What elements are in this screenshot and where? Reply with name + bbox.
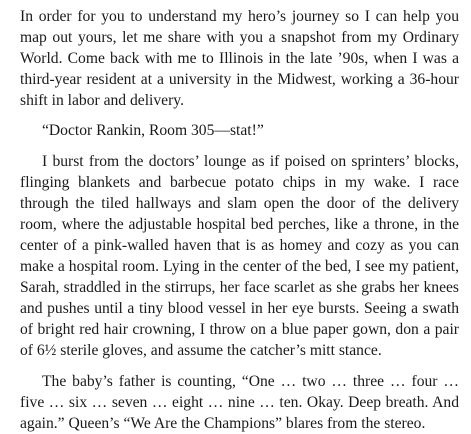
- paragraph-stat-call: “Doctor Rankin, Room 305—stat!”: [42, 122, 264, 140]
- paragraph-delivery-room: I burst from the doctors’ lounge as if poised on sprinters’ blocks, flinging blankets and barbecue potato chips in my wake. I race through the tiled hallways and slam open the door of the delivery room, where the adjustable hospital bed perches, like a throne, in the center of a pink-walled haven that is as homey and cozy as you can make a hospital room. Lying in the center of the bed, I see my patient, Sarah, straddled in the stirrups, her face scarlet as she grabs her knees and pushes until a tiny blood vessel in her eye bursts. Seeing a swath of bright red hair crowning, I throw on a blue paper gown, don a pair of 6½ sterile gloves, and assume the catcher’s mitt stance.: [20, 152, 459, 360]
- paragraph-counting: The baby’s father is counting, “One … two … three … four … five … six … seven … eight … nine … ten. Okay. Deep breath. And again.” Queen’s “We Are the Champions” blares from the stereo.: [20, 372, 459, 432]
- paragraph-ordinary-world: In order for you to understand my hero’s journey so I can help you map out yours, let me share with you a snapshot from my Ordinary World. Come back with me to Illinois in the late ’90s, when I was a third-year resident at a university in the Midwest, working a 36-hour shift in labor and delivery.: [20, 8, 459, 110]
